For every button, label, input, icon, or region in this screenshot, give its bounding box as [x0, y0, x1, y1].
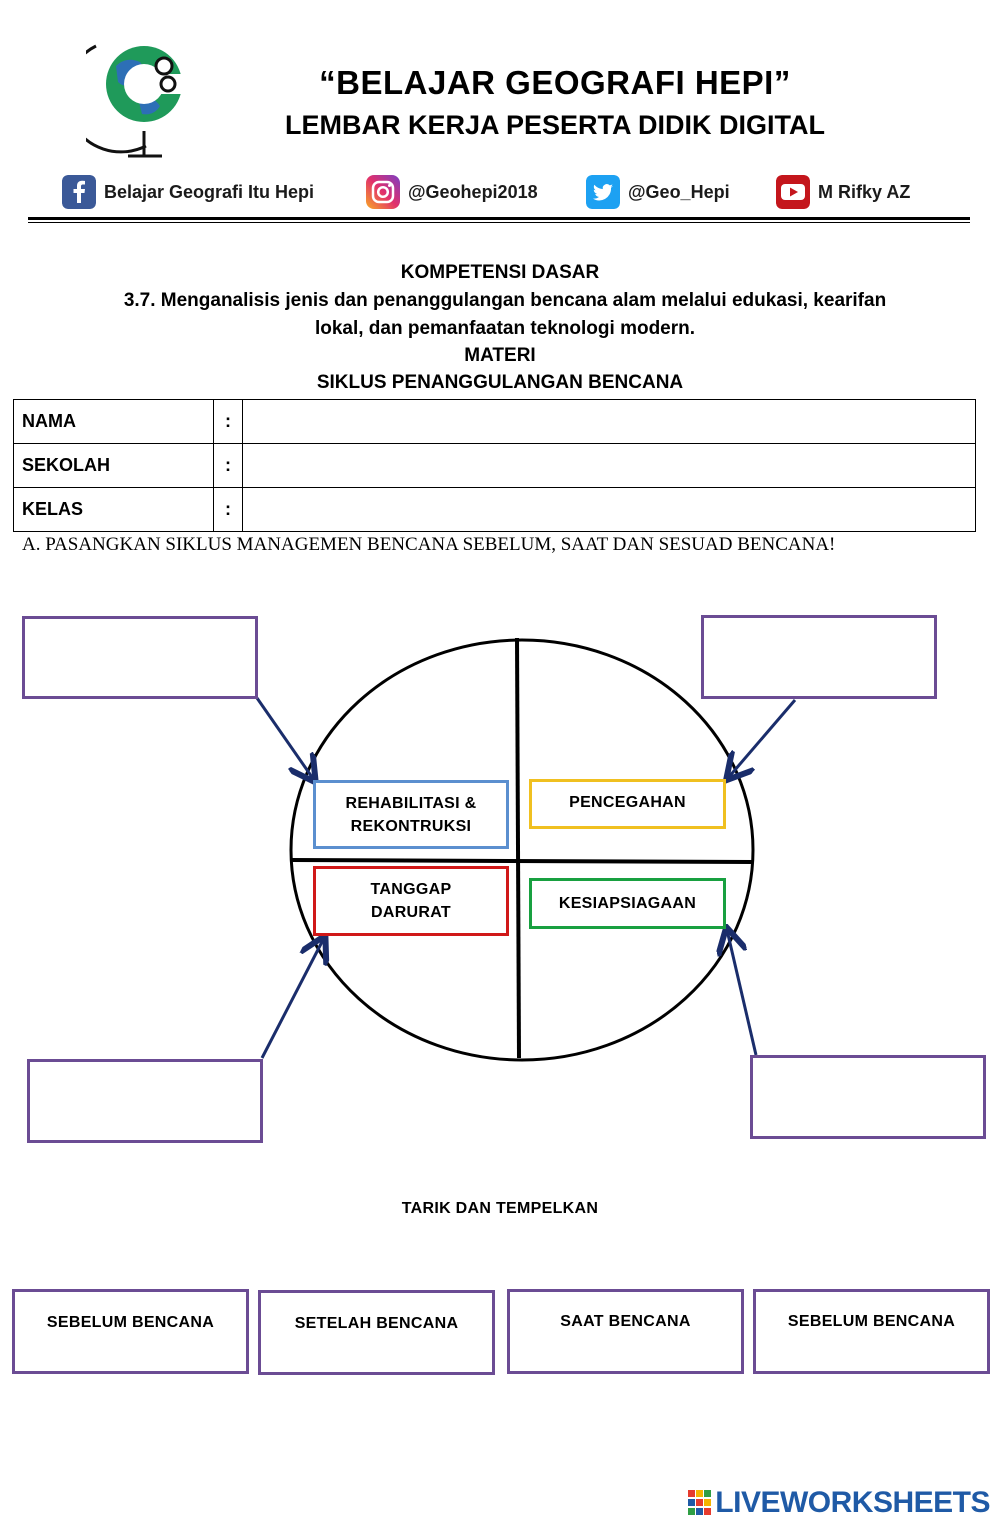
quadrant-label: PENCEGAHAN	[569, 794, 686, 811]
cycle-circle	[291, 640, 753, 1060]
instruction-text: A. PASANGKAN SIKLUS MANAGEMEN BENCANA SEBELUM, SAAT DAN SESUAD BENCANA!	[22, 534, 836, 555]
social-twitter-label: @Geo_Hepi	[628, 181, 730, 202]
identity-label: KELAS	[14, 488, 214, 532]
drag-option-setelah-bencana[interactable]: SETELAH BENCANA	[258, 1290, 495, 1375]
drop-box-bottom-right[interactable]	[750, 1055, 986, 1139]
quadrant-kesiapsiagaan	[529, 878, 726, 929]
quadrant-label: REHABILITASI &	[345, 794, 477, 812]
instagram-icon	[366, 175, 400, 209]
liveworksheets-text: LIVEWORKSHEETS	[715, 1486, 990, 1519]
materi-title: SIKLUS PENANGGULANGAN BENCANA	[316, 372, 684, 393]
competency-line-1: 3.7. Menganalisis jenis dan penanggulangan bencana alam melalui edukasi, kearifan	[123, 290, 887, 311]
header-divider-thin	[28, 222, 970, 223]
identity-separator: :	[214, 400, 243, 444]
cycle-divider-horizontal	[291, 860, 753, 862]
social-youtube	[776, 172, 910, 212]
competency-heading: KOMPETENSI DASAR	[400, 262, 600, 283]
social-instagram-label: @Geohepi2018	[408, 181, 538, 202]
identity-label: SEKOLAH	[14, 444, 214, 488]
identity-separator: :	[214, 444, 243, 488]
quadrant-label: DARURAT	[370, 904, 451, 921]
header-divider	[28, 217, 970, 220]
drag-option-sebelum-bencana-2[interactable]: SEBELUM BENCANA	[753, 1289, 990, 1374]
quadrant-label: REKONTRUKSI	[350, 817, 472, 835]
identity-row-sekolah	[14, 444, 976, 488]
facebook-icon	[62, 175, 96, 209]
quadrant-tanggap-darurat	[313, 866, 509, 936]
arrow-bottom-left	[262, 938, 324, 1058]
drop-box-bottom-left[interactable]	[27, 1059, 263, 1143]
drag-option-saat-bencana[interactable]: SAAT BENCANA	[507, 1289, 744, 1374]
quadrant-label: TANGGAP	[370, 881, 452, 898]
arrow-top-right	[728, 700, 795, 778]
identity-table	[13, 399, 976, 532]
liveworksheets-icon	[688, 1490, 712, 1516]
social-facebook-label: Belajar Geografi Itu Hepi	[104, 181, 315, 202]
competency-line-2: lokal, dan pemanfaatan teknologi modern.	[314, 318, 696, 339]
social-instagram	[366, 172, 538, 212]
materi-label: MATERI	[464, 345, 536, 366]
social-facebook	[62, 172, 314, 212]
drop-box-top-right[interactable]	[701, 615, 937, 699]
twitter-icon	[586, 175, 620, 209]
page-subtitle: LEMBAR KERJA PESERTA DIDIK DIGITAL	[284, 110, 825, 140]
quadrant-rehabilitasi	[313, 780, 509, 849]
page-title: “BELAJAR GEOGRAFI HEPI”	[319, 64, 791, 101]
drop-box-top-left[interactable]	[22, 616, 258, 699]
geografi-hepi-logo	[86, 36, 186, 161]
arrow-top-left	[257, 698, 314, 780]
identity-row-kelas	[14, 488, 976, 532]
nama-field[interactable]	[243, 400, 976, 444]
social-twitter	[586, 172, 730, 212]
quadrant-pencegahan	[529, 779, 726, 829]
kelas-field[interactable]	[243, 488, 976, 532]
social-youtube-label: M Rifky AZ	[818, 181, 911, 202]
arrow-bottom-right	[727, 930, 756, 1055]
identity-label: NAMA	[14, 400, 214, 444]
cycle-divider-vertical	[517, 638, 519, 1058]
quadrant-label: KESIAPSIAGAAN	[558, 895, 697, 912]
drag-option-sebelum-bencana[interactable]: SEBELUM BENCANA	[12, 1289, 249, 1374]
liveworksheets-logo	[688, 1486, 990, 1520]
sekolah-field[interactable]	[243, 444, 976, 488]
youtube-icon	[776, 175, 810, 209]
identity-separator: :	[214, 488, 243, 532]
drag-section-title: TARIK DAN TEMPELKAN	[401, 1200, 599, 1217]
identity-row-nama	[14, 400, 976, 444]
